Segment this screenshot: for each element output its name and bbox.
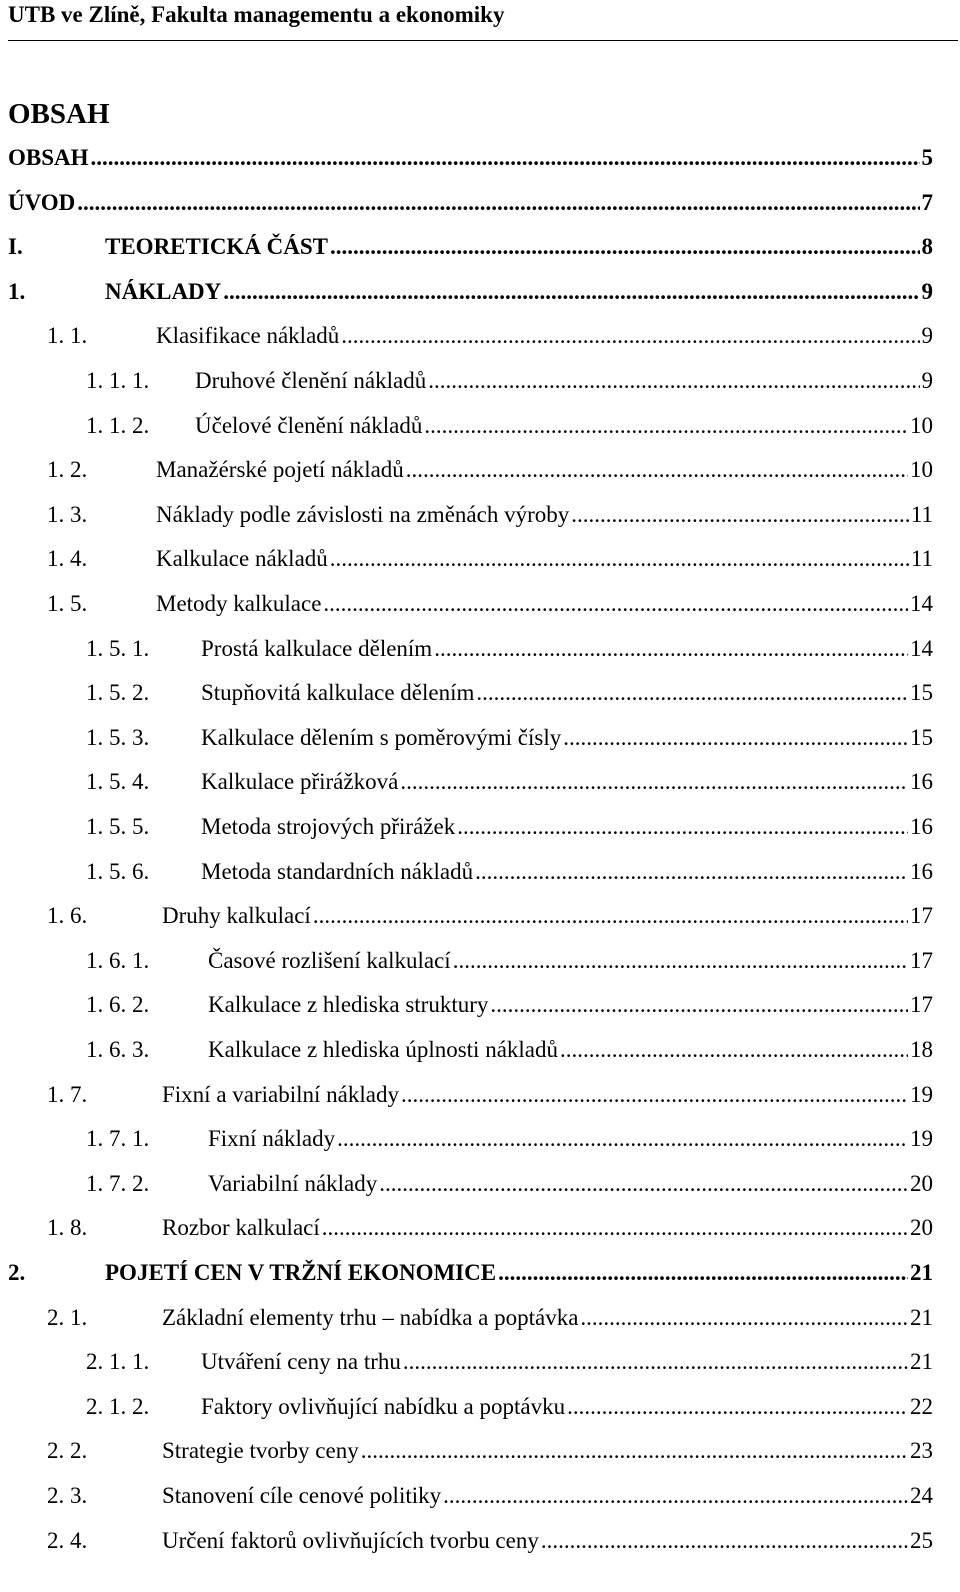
toc-entry-page-number: 19: [910, 1082, 933, 1107]
toc-entry-number: 1. 7. 1.: [86, 1126, 150, 1151]
dot-leader: [400, 764, 908, 800]
dot-leader: [560, 1032, 908, 1068]
toc-entry-number: 1. 1.: [47, 323, 88, 348]
toc-entry-title: Časové rozlišení kalkulací: [208, 948, 451, 973]
toc-entry-number: I.: [8, 234, 23, 259]
running-header: [8, 0, 958, 41]
toc-entry-title: Kalkulace nákladů: [156, 546, 328, 571]
toc-entry-number: 1. 6. 3.: [86, 1037, 150, 1062]
toc-entry-page-number: 8: [921, 234, 933, 259]
toc-entry[interactable]: [47, 541, 933, 577]
dot-leader: [571, 497, 909, 533]
toc-entry-number: 1. 5. 2.: [86, 680, 150, 705]
toc-entry-title: Prostá kalkulace dělením: [201, 636, 433, 661]
toc-entry-page-number: 24: [910, 1483, 933, 1508]
toc-entry-page-number: 17: [910, 948, 933, 973]
toc-entry-page-number: 11: [910, 502, 933, 527]
toc-entry-title: Náklady podle závislosti na změnách výroby: [156, 502, 570, 527]
toc-entry[interactable]: [8, 140, 933, 176]
toc-entry-page-number: 18: [910, 1037, 933, 1062]
toc-entry-page-number: 9: [921, 279, 933, 304]
toc-entry[interactable]: [86, 1032, 933, 1068]
toc-entry-number: 1. 1. 1.: [86, 368, 150, 393]
toc-entry-page-number: 11: [910, 546, 933, 571]
dot-leader: [457, 809, 908, 845]
dot-leader: [330, 541, 909, 577]
toc-entry-page-number: 15: [910, 725, 933, 750]
toc-entry-number: 1. 5. 5.: [86, 814, 150, 839]
toc-entry[interactable]: [86, 363, 933, 399]
toc-entry-title: Utváření ceny na trhu: [201, 1349, 401, 1374]
toc-entry[interactable]: [86, 675, 933, 711]
dot-leader: [337, 1121, 908, 1157]
toc-entry-page-number: 21: [910, 1349, 933, 1374]
dot-leader: [580, 1300, 908, 1336]
dot-leader: [563, 720, 908, 756]
toc-entry-number: 2. 4.: [47, 1528, 88, 1553]
toc-entry[interactable]: [47, 1478, 933, 1514]
toc-entry-number: 1. 6. 2.: [86, 992, 150, 1017]
toc-entry-title: Kalkulace přirážková: [201, 769, 399, 794]
toc-entry-page-number: 23: [910, 1438, 933, 1463]
toc-entry-number: 2. 1. 1.: [86, 1349, 150, 1374]
toc-entry-title: Druhové členění nákladů: [195, 368, 427, 393]
dot-leader: [406, 452, 908, 488]
toc-entry[interactable]: [86, 631, 933, 667]
toc-entry-page-number: 21: [910, 1305, 933, 1330]
dot-leader: [428, 363, 919, 399]
toc-entry-number: 1. 5. 6.: [86, 859, 150, 884]
toc-entry-page-number: 16: [910, 859, 933, 884]
toc-entry-title: Kalkulace z hlediska struktury: [208, 992, 489, 1017]
toc-entry-title: Klasifikace nákladů: [156, 323, 340, 348]
toc-entry-number: 1.: [8, 279, 26, 304]
toc-entry-number: 1. 5. 3.: [86, 725, 150, 750]
toc-entry-title: Základní elementy trhu – nabídka a poptávka: [162, 1305, 579, 1330]
toc-entry-number: 2. 1. 2.: [86, 1394, 150, 1419]
toc-entry[interactable]: [86, 1166, 933, 1202]
dot-leader: [424, 408, 908, 444]
toc-entry-title: Manažérské pojetí nákladů: [156, 457, 404, 482]
toc-entry[interactable]: [47, 898, 933, 934]
toc-entry-number: 2. 3.: [47, 1483, 88, 1508]
toc-entry-page-number: 10: [910, 413, 933, 438]
toc-entry-number: 1. 2.: [47, 457, 88, 482]
toc-entry-title: Metoda strojových přirážek: [201, 814, 456, 839]
toc-entry-title: Faktory ovlivňující nabídku a poptávku: [201, 1394, 566, 1419]
toc-entry-page-number: 22: [910, 1394, 933, 1419]
toc-entry-page-number: 14: [910, 591, 933, 616]
toc-entry-title: Stanovení cíle cenové politiky: [162, 1483, 442, 1508]
toc-entry-page-number: 9: [921, 323, 933, 348]
dot-leader: [541, 1523, 908, 1559]
toc-entry-number: OBSAH: [8, 145, 89, 170]
dot-leader: [379, 1166, 908, 1202]
dot-leader: [323, 586, 908, 622]
toc-entry-page-number: 16: [910, 769, 933, 794]
dot-leader: [313, 898, 908, 934]
dot-leader: [361, 1433, 908, 1469]
toc-entry-number: 1. 5. 4.: [86, 769, 150, 794]
toc-entry[interactable]: [86, 809, 933, 845]
toc-entry[interactable]: [8, 229, 933, 265]
toc-entry-title: POJETÍ CEN V TRŽNÍ EKONOMICE: [105, 1260, 497, 1285]
toc-entry-title: Metoda standardních nákladů: [201, 859, 474, 884]
toc-entry[interactable]: [86, 943, 933, 979]
dot-leader: [322, 1210, 908, 1246]
toc-entry[interactable]: [86, 1389, 933, 1425]
toc-entry-page-number: 15: [910, 680, 933, 705]
toc-entry-page-number: 10: [910, 457, 933, 482]
toc-entry-number: 1. 4.: [47, 546, 88, 571]
toc-entry-title: Určení faktorů ovlivňujících tvorbu ceny: [162, 1528, 539, 1553]
toc-entry[interactable]: [47, 1523, 933, 1559]
page-title: OBSAH: [8, 98, 110, 130]
toc-entry[interactable]: [86, 1121, 933, 1157]
dot-leader: [498, 1255, 908, 1291]
dot-leader: [401, 1077, 908, 1113]
toc-entry[interactable]: [86, 987, 933, 1023]
toc-entry-title: Účelové členění nákladů: [195, 413, 423, 438]
toc-entry[interactable]: [86, 720, 933, 756]
toc-entry[interactable]: [8, 185, 933, 221]
toc-entry-title: Stupňovitá kalkulace dělením: [201, 680, 475, 705]
dot-leader: [490, 987, 908, 1023]
toc-entry-page-number: 20: [910, 1171, 933, 1196]
toc-entry[interactable]: [47, 586, 933, 622]
toc-entry-page-number: 7: [921, 190, 933, 215]
toc-entry-page-number: 9: [921, 368, 933, 393]
toc-entry-number: 2. 1.: [47, 1305, 88, 1330]
toc-entry-number: 1. 6.: [47, 903, 88, 928]
toc-entry-number: 1. 8.: [47, 1215, 88, 1240]
toc-entry[interactable]: [86, 854, 933, 890]
toc-entry-number: 1. 7. 2.: [86, 1171, 150, 1196]
toc-entry-number: 1. 1. 2.: [86, 413, 150, 438]
toc-entry-title: Strategie tvorby ceny: [162, 1438, 359, 1463]
toc-entry-page-number: 14: [910, 636, 933, 661]
toc-entry-title: TEORETICKÁ ČÁST: [105, 234, 329, 259]
toc-entry[interactable]: [47, 1433, 933, 1469]
toc-entry[interactable]: [47, 1210, 933, 1246]
dot-leader: [91, 140, 920, 176]
dot-leader: [341, 318, 919, 354]
header-text: UTB ve Zlíně, Fakulta managementu a ekonomiky: [8, 2, 505, 27]
toc-entry[interactable]: [47, 452, 933, 488]
dot-leader: [476, 675, 908, 711]
toc-entry[interactable]: [8, 274, 933, 310]
toc-entry[interactable]: [86, 1344, 933, 1380]
toc-entry-title: Kalkulace z hlediska úplnosti nákladů: [208, 1037, 559, 1062]
dot-leader: [223, 274, 919, 310]
toc-entry-number: 2.: [8, 1260, 26, 1285]
toc-entry-number: 1. 5.: [47, 591, 88, 616]
toc-entry-page-number: 25: [910, 1528, 933, 1553]
toc-entry-title: Fixní a variabilní náklady: [162, 1082, 399, 1107]
toc-entry-title: Fixní náklady: [208, 1126, 336, 1151]
toc-entry-title: Metody kalkulace: [156, 591, 322, 616]
toc-entry-title: Kalkulace dělením s poměrovými čísly: [201, 725, 562, 750]
toc-entry-title: Variabilní náklady: [208, 1171, 378, 1196]
dot-leader: [434, 631, 908, 667]
toc-entry-page-number: 20: [910, 1215, 933, 1240]
toc-entry[interactable]: [47, 318, 933, 354]
toc-entry-page-number: 5: [921, 145, 933, 170]
toc-entry[interactable]: [86, 764, 933, 800]
toc-entry-page-number: 16: [910, 814, 933, 839]
toc-entry-title: Druhy kalkulací: [162, 903, 311, 928]
toc-entry[interactable]: [86, 408, 933, 444]
dot-leader: [77, 185, 919, 221]
toc-entry-number: ÚVOD: [8, 190, 76, 215]
toc-entry-page-number: 17: [910, 903, 933, 928]
toc-entry-page-number: 19: [910, 1126, 933, 1151]
toc-entry[interactable]: [47, 1300, 933, 1336]
toc-entry-number: 1. 6. 1.: [86, 948, 150, 973]
toc-entry-number: 1. 5. 1.: [86, 636, 150, 661]
dot-leader: [330, 229, 919, 265]
toc-entry-number: 2. 2.: [47, 1438, 88, 1463]
toc-entry-title: Rozbor kalkulací: [162, 1215, 320, 1240]
dot-leader: [567, 1389, 908, 1425]
toc-entry-number: 1. 3.: [47, 502, 88, 527]
toc-entry-page-number: 21: [910, 1260, 933, 1285]
toc-entry[interactable]: [8, 1255, 933, 1291]
toc-entry-number: 1. 7.: [47, 1082, 88, 1107]
toc-entry[interactable]: [47, 1077, 933, 1113]
dot-leader: [443, 1478, 908, 1514]
toc-entry-page-number: 17: [910, 992, 933, 1017]
dot-leader: [403, 1344, 908, 1380]
dot-leader: [453, 943, 908, 979]
dot-leader: [475, 854, 908, 890]
toc-entry-title: NÁKLADY: [105, 279, 222, 304]
toc-entry[interactable]: [47, 497, 933, 533]
